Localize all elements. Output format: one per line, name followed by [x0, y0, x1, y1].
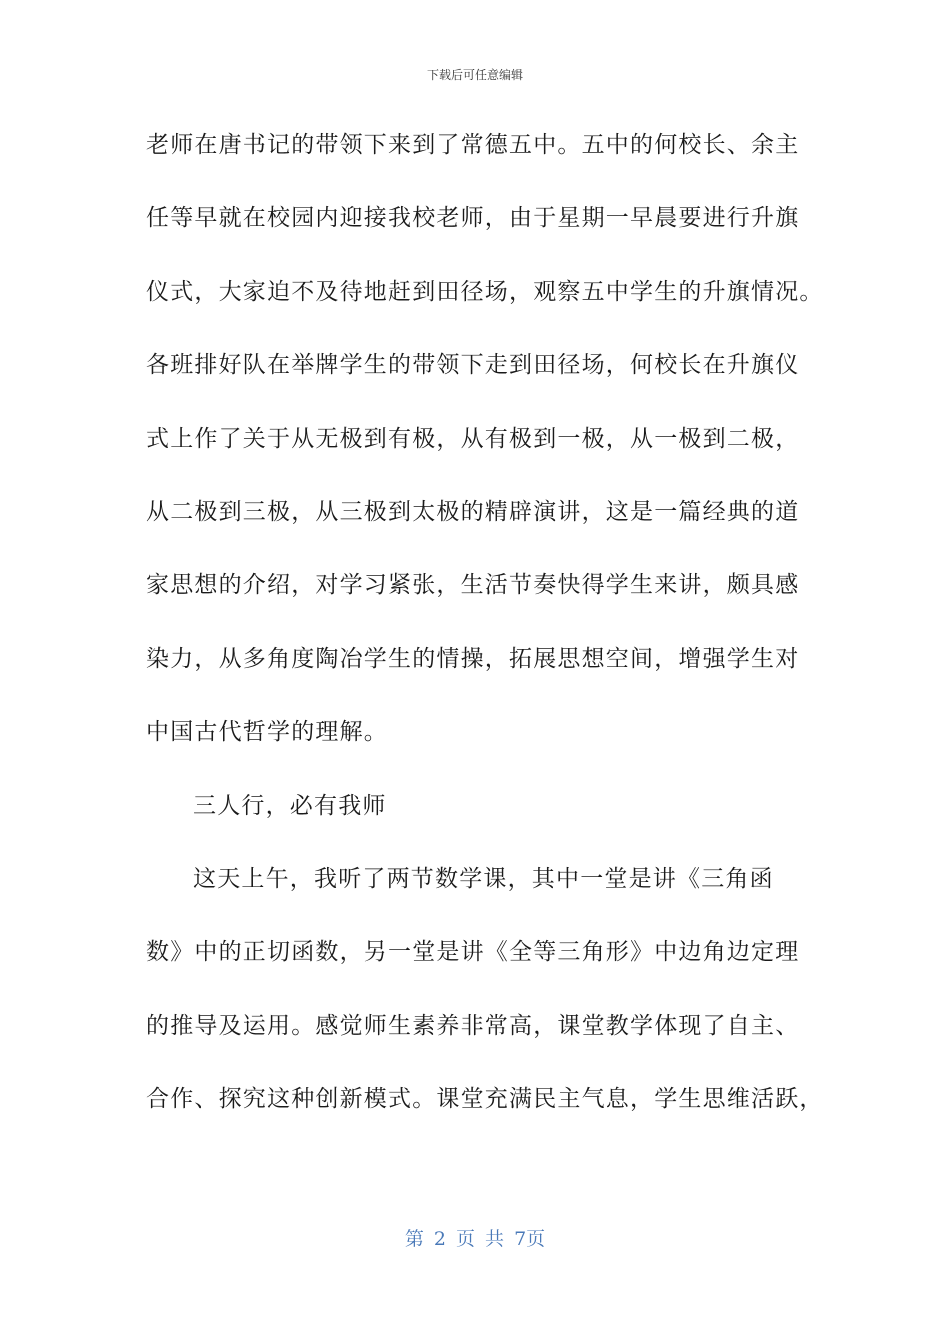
text-line: 数》中的正切函数，另一堂是讲《全等三角形》中边角边定理 — [146, 939, 800, 966]
text-line: 中国古代哲学的理解。 — [146, 719, 388, 746]
text-line: 式上作了关于从无极到有极，从有极到一极，从一极到二极， — [146, 425, 800, 452]
paragraph-first-line: 这天上午，我听了两节数学课，其中一堂是讲《三角函 — [193, 865, 774, 892]
text-line: 仪式，大家迫不及待地赶到田径场，观察五中学生的升旗情况。 — [146, 278, 824, 305]
text-line: 任等早就在校园内迎接我校老师，由于星期一早晨要进行升旗 — [146, 205, 800, 232]
section-heading: 三人行，必有我师 — [193, 792, 387, 819]
text-line: 家思想的介绍，对学习紧张，生活节奏快得学生来讲，颇具感 — [146, 572, 800, 599]
document-body — [146, 122, 824, 1149]
text-line: 染力，从多角度陶冶学生的情操，拓展思想空间，增强学生对 — [146, 645, 800, 672]
page-number-footer: 第 2 页 共 7页 — [404, 1228, 546, 1250]
text-line: 的推导及运用。感觉师生素养非常高，课堂教学体现了自主、 — [146, 1012, 800, 1039]
page-header: 下载后可任意编辑 — [426, 68, 523, 82]
text-line: 从二极到三极，从三极到太极的精辟演讲，这是一篇经典的道 — [146, 498, 800, 525]
text-line: 合作、探究这种创新模式。课堂充满民主气息，学生思维活跃， — [146, 1086, 824, 1113]
text-line: 各班排好队在举牌学生的带领下走到田径场，何校长在升旗仪 — [146, 352, 800, 379]
text-line: 老师在唐书记的带领下来到了常德五中。五中的何校长、余主 — [146, 132, 800, 158]
